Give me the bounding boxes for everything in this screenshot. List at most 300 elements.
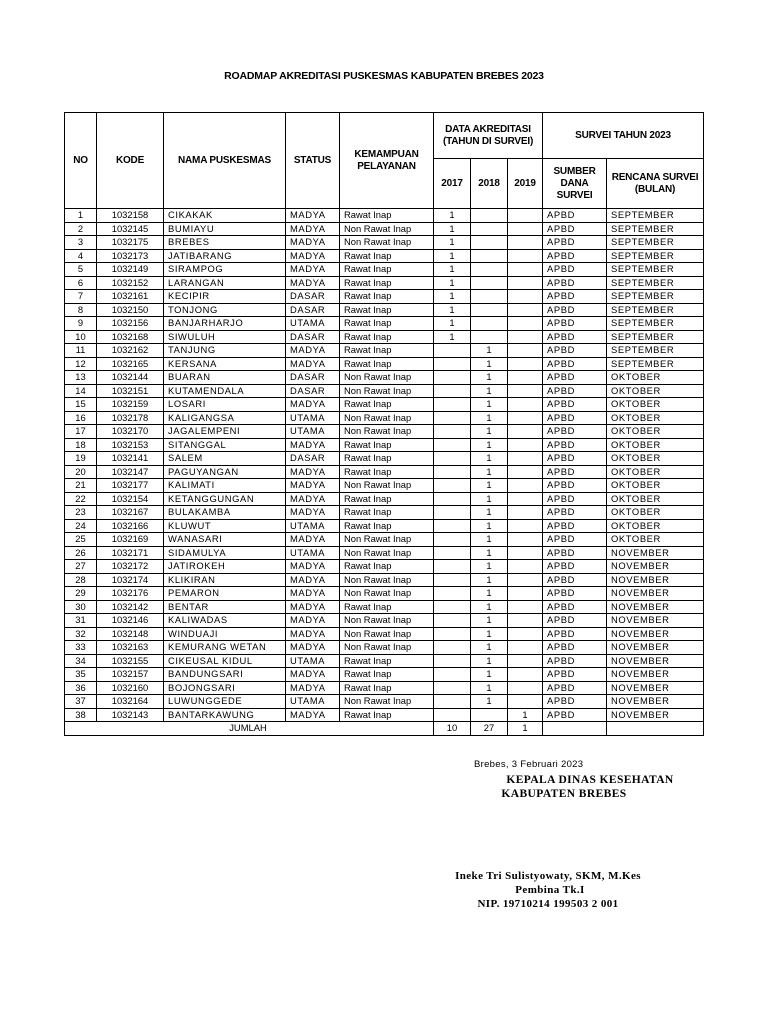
cell-no: 14	[65, 384, 97, 398]
cell-sumber-dana: APBD	[543, 330, 607, 344]
table-row	[65, 519, 704, 533]
cell-2018: 1	[471, 668, 508, 682]
table-row	[65, 371, 704, 385]
cell-sumber-dana: APBD	[543, 452, 607, 466]
cell-kemampuan: Non Rawat Inap	[340, 614, 434, 628]
cell-nama: BREBES	[164, 236, 286, 250]
cell-2017	[434, 533, 471, 547]
cell-nama: BANDUNGSARI	[164, 668, 286, 682]
cell-rencana-survei: SEPTEMBER	[607, 249, 704, 263]
cell-status: MADYA	[286, 573, 340, 587]
header-kemampuan: KEMAMPUAN PELAYANAN	[340, 113, 434, 209]
cell-no: 17	[65, 425, 97, 439]
cell-2019	[508, 614, 543, 628]
cell-no: 24	[65, 519, 97, 533]
cell-2018	[471, 276, 508, 290]
table-row	[65, 411, 704, 425]
cell-2019	[508, 465, 543, 479]
cell-sumber-dana: APBD	[543, 506, 607, 520]
cell-kode: 1032153	[97, 438, 164, 452]
cell-2018	[471, 303, 508, 317]
signature-nip: NIP. 19710214 199503 2 001	[477, 898, 619, 910]
cell-no: 3	[65, 236, 97, 250]
cell-sumber-dana: APBD	[543, 546, 607, 560]
cell-kemampuan: Non Rawat Inap	[340, 236, 434, 250]
cell-sumber-dana: APBD	[543, 398, 607, 412]
cell-rencana-survei: SEPTEMBER	[607, 222, 704, 236]
cell-sumber-dana: APBD	[543, 222, 607, 236]
cell-2019	[508, 627, 543, 641]
cell-nama: KLUWUT	[164, 519, 286, 533]
cell-kemampuan: Rawat Inap	[340, 357, 434, 371]
cell-2019	[508, 695, 543, 709]
cell-no: 37	[65, 695, 97, 709]
cell-2019	[508, 452, 543, 466]
cell-nama: BANJARHARJO	[164, 317, 286, 331]
cell-2018	[471, 290, 508, 304]
document-title: ROADMAP AKREDITASI PUSKESMAS KABUPATEN BREBES 2023	[224, 70, 544, 82]
cell-nama: TANJUNG	[164, 344, 286, 358]
table-row	[65, 587, 704, 601]
cell-kode: 1032174	[97, 573, 164, 587]
cell-nama: LUWUNGGEDE	[164, 695, 286, 709]
cell-nama: WANASARI	[164, 533, 286, 547]
cell-status: DASAR	[286, 303, 340, 317]
cell-status: MADYA	[286, 438, 340, 452]
total-label	[65, 722, 434, 736]
cell-sumber-dana: APBD	[543, 600, 607, 614]
cell-kemampuan: Non Rawat Inap	[340, 641, 434, 655]
cell-2017	[434, 492, 471, 506]
cell-rencana-survei: OKTOBER	[607, 533, 704, 547]
cell-kemampuan: Non Rawat Inap	[340, 425, 434, 439]
cell-kode: 1032158	[97, 209, 164, 223]
cell-kemampuan: Rawat Inap	[340, 209, 434, 223]
cell-kode: 1032161	[97, 290, 164, 304]
cell-no: 19	[65, 452, 97, 466]
cell-no: 23	[65, 506, 97, 520]
cell-sumber-dana: APBD	[543, 276, 607, 290]
cell-rencana-survei: OKTOBER	[607, 452, 704, 466]
cell-2018: 1	[471, 573, 508, 587]
cell-2019	[508, 371, 543, 385]
cell-no: 10	[65, 330, 97, 344]
cell-status: DASAR	[286, 452, 340, 466]
cell-sumber-dana: APBD	[543, 209, 607, 223]
cell-2019	[508, 492, 543, 506]
cell-no: 13	[65, 371, 97, 385]
cell-status: DASAR	[286, 330, 340, 344]
cell-2018: 1	[471, 371, 508, 385]
cell-2018: 1	[471, 533, 508, 547]
cell-no: 16	[65, 411, 97, 425]
cell-2018: 1	[471, 479, 508, 493]
cell-no: 30	[65, 600, 97, 614]
cell-no: 21	[65, 479, 97, 493]
table-row	[65, 452, 704, 466]
cell-2017: 1	[434, 236, 471, 250]
cell-nama: JATIROKEH	[164, 560, 286, 574]
cell-no: 2	[65, 222, 97, 236]
cell-no: 33	[65, 641, 97, 655]
cell-kode: 1032175	[97, 236, 164, 250]
cell-sumber-dana: APBD	[543, 519, 607, 533]
cell-2017	[434, 344, 471, 358]
cell-status: UTAMA	[286, 695, 340, 709]
cell-kemampuan: Rawat Inap	[340, 330, 434, 344]
cell-sumber-dana: APBD	[543, 303, 607, 317]
cell-status: UTAMA	[286, 519, 340, 533]
cell-2017	[434, 411, 471, 425]
table-row	[65, 438, 704, 452]
cell-2017: 1	[434, 317, 471, 331]
cell-2017	[434, 506, 471, 520]
signature-position-line2: KABUPATEN BREBES	[501, 788, 627, 800]
cell-nama: CIKEUSAL KIDUL	[164, 654, 286, 668]
total-2019: 1	[508, 722, 543, 736]
cell-status: MADYA	[286, 668, 340, 682]
cell-rencana-survei: OKTOBER	[607, 438, 704, 452]
cell-2019	[508, 222, 543, 236]
cell-2019	[508, 249, 543, 263]
cell-sumber-dana: APBD	[543, 344, 607, 358]
cell-nama: TONJONG	[164, 303, 286, 317]
cell-status: UTAMA	[286, 546, 340, 560]
cell-kode: 1032157	[97, 668, 164, 682]
cell-no: 1	[65, 209, 97, 223]
cell-rencana-survei: NOVEMBER	[607, 627, 704, 641]
cell-kode: 1032159	[97, 398, 164, 412]
cell-no: 6	[65, 276, 97, 290]
cell-2018	[471, 249, 508, 263]
cell-sumber-dana: APBD	[543, 681, 607, 695]
table-row	[65, 492, 704, 506]
table-row	[65, 695, 704, 709]
cell-2017: 1	[434, 263, 471, 277]
cell-rencana-survei: OKTOBER	[607, 371, 704, 385]
cell-rencana-survei: NOVEMBER	[607, 587, 704, 601]
table-row	[65, 506, 704, 520]
cell-2017	[434, 641, 471, 655]
cell-2019	[508, 519, 543, 533]
cell-status: MADYA	[286, 708, 340, 722]
cell-sumber-dana: APBD	[543, 708, 607, 722]
cell-2018	[471, 708, 508, 722]
cell-2017	[434, 519, 471, 533]
header-2017: 2017	[434, 159, 471, 209]
cell-no: 9	[65, 317, 97, 331]
cell-kemampuan: Rawat Inap	[340, 249, 434, 263]
cell-kode: 1032164	[97, 695, 164, 709]
table-row	[65, 357, 704, 371]
cell-kemampuan: Non Rawat Inap	[340, 384, 434, 398]
table-row	[65, 222, 704, 236]
cell-no: 15	[65, 398, 97, 412]
cell-2017	[434, 681, 471, 695]
cell-nama: KECIPIR	[164, 290, 286, 304]
header-nama: NAMA PUSKESMAS	[164, 113, 286, 209]
cell-kode: 1032178	[97, 411, 164, 425]
cell-rencana-survei: NOVEMBER	[607, 695, 704, 709]
cell-2018: 1	[471, 614, 508, 628]
cell-rencana-survei: NOVEMBER	[607, 641, 704, 655]
table-row	[65, 533, 704, 547]
cell-nama: KALIMATI	[164, 479, 286, 493]
cell-nama: BUARAN	[164, 371, 286, 385]
cell-2017	[434, 438, 471, 452]
header-2019: 2019	[508, 159, 543, 209]
cell-sumber-dana: APBD	[543, 425, 607, 439]
header-data-akreditasi: DATA AKREDITASI (TAHUN DI SURVEI)	[434, 113, 543, 159]
cell-nama: BANTARKAWUNG	[164, 708, 286, 722]
cell-kemampuan: Non Rawat Inap	[340, 587, 434, 601]
cell-nama: KERSANA	[164, 357, 286, 371]
cell-kode: 1032148	[97, 627, 164, 641]
table-row	[65, 668, 704, 682]
cell-2017	[434, 614, 471, 628]
cell-2017: 1	[434, 290, 471, 304]
cell-2017: 1	[434, 330, 471, 344]
cell-2017	[434, 465, 471, 479]
cell-2017	[434, 371, 471, 385]
cell-status: MADYA	[286, 533, 340, 547]
cell-2017	[434, 573, 471, 587]
table-row	[65, 209, 704, 223]
cell-rencana-survei: OKTOBER	[607, 479, 704, 493]
cell-rencana-survei: NOVEMBER	[607, 708, 704, 722]
cell-kode: 1032167	[97, 506, 164, 520]
cell-nama: KALIWADAS	[164, 614, 286, 628]
cell-status: MADYA	[286, 398, 340, 412]
cell-status: UTAMA	[286, 411, 340, 425]
cell-rencana-survei: SEPTEMBER	[607, 330, 704, 344]
cell-2019	[508, 438, 543, 452]
total-sumber-empty	[543, 722, 607, 736]
cell-status: MADYA	[286, 560, 340, 574]
cell-2017	[434, 708, 471, 722]
cell-2018	[471, 317, 508, 331]
cell-2019	[508, 276, 543, 290]
cell-2019	[508, 425, 543, 439]
cell-status: UTAMA	[286, 654, 340, 668]
cell-2019	[508, 344, 543, 358]
cell-sumber-dana: APBD	[543, 573, 607, 587]
table-row	[65, 654, 704, 668]
cell-kemampuan: Rawat Inap	[340, 276, 434, 290]
cell-2017: 1	[434, 303, 471, 317]
cell-status: DASAR	[286, 371, 340, 385]
cell-2017	[434, 546, 471, 560]
cell-status: MADYA	[286, 236, 340, 250]
cell-rencana-survei: SEPTEMBER	[607, 276, 704, 290]
cell-no: 4	[65, 249, 97, 263]
cell-2019	[508, 668, 543, 682]
cell-no: 28	[65, 573, 97, 587]
cell-kemampuan: Rawat Inap	[340, 506, 434, 520]
cell-kode: 1032176	[97, 587, 164, 601]
table-row	[65, 479, 704, 493]
cell-status: MADYA	[286, 506, 340, 520]
cell-kode: 1032143	[97, 708, 164, 722]
signature-name: Ineke Tri Sulistyowaty, SKM, M.Kes	[455, 870, 641, 882]
cell-sumber-dana: APBD	[543, 560, 607, 574]
cell-nama: SIWULUH	[164, 330, 286, 344]
cell-no: 36	[65, 681, 97, 695]
cell-2018: 1	[471, 654, 508, 668]
cell-no: 38	[65, 708, 97, 722]
cell-kode: 1032146	[97, 614, 164, 628]
cell-kode: 1032171	[97, 546, 164, 560]
cell-sumber-dana: APBD	[543, 479, 607, 493]
cell-kemampuan: Non Rawat Inap	[340, 371, 434, 385]
table-row	[65, 290, 704, 304]
cell-2019	[508, 290, 543, 304]
cell-kemampuan: Rawat Inap	[340, 560, 434, 574]
cell-2018: 1	[471, 695, 508, 709]
cell-kemampuan: Non Rawat Inap	[340, 546, 434, 560]
cell-2017	[434, 654, 471, 668]
table-row	[65, 614, 704, 628]
cell-status: MADYA	[286, 344, 340, 358]
cell-2018: 1	[471, 519, 508, 533]
cell-nama: KALIGANGSA	[164, 411, 286, 425]
cell-status: MADYA	[286, 479, 340, 493]
table-row	[65, 398, 704, 412]
cell-status: MADYA	[286, 465, 340, 479]
cell-nama: LARANGAN	[164, 276, 286, 290]
header-rencana-survei: RENCANA SURVEI (BULAN)	[607, 159, 704, 209]
cell-kode: 1032170	[97, 425, 164, 439]
cell-2018: 1	[471, 492, 508, 506]
cell-rencana-survei: SEPTEMBER	[607, 357, 704, 371]
total-2017: 10	[434, 722, 471, 736]
cell-2019	[508, 560, 543, 574]
cell-kemampuan: Rawat Inap	[340, 317, 434, 331]
cell-2017: 1	[434, 276, 471, 290]
cell-rencana-survei: OKTOBER	[607, 492, 704, 506]
cell-status: MADYA	[286, 681, 340, 695]
cell-kode: 1032142	[97, 600, 164, 614]
cell-nama: SALEM	[164, 452, 286, 466]
cell-kode: 1032173	[97, 249, 164, 263]
cell-kemampuan: Rawat Inap	[340, 438, 434, 452]
cell-sumber-dana: APBD	[543, 465, 607, 479]
table-row	[65, 276, 704, 290]
cell-2019	[508, 681, 543, 695]
cell-2019	[508, 209, 543, 223]
cell-sumber-dana: APBD	[543, 533, 607, 547]
cell-2018: 1	[471, 600, 508, 614]
cell-nama: BULAKAMBA	[164, 506, 286, 520]
cell-rencana-survei: SEPTEMBER	[607, 317, 704, 331]
cell-nama: SIDAMULYA	[164, 546, 286, 560]
signature-rank: Pembina Tk.I	[515, 884, 585, 896]
cell-rencana-survei: OKTOBER	[607, 398, 704, 412]
cell-2019	[508, 479, 543, 493]
cell-2018	[471, 330, 508, 344]
cell-rencana-survei: OKTOBER	[607, 465, 704, 479]
cell-sumber-dana: APBD	[543, 249, 607, 263]
cell-2017	[434, 560, 471, 574]
header-kode: KODE	[97, 113, 164, 209]
header-sumber-dana: SUMBER DANA SURVEI	[543, 159, 607, 209]
cell-rencana-survei: OKTOBER	[607, 384, 704, 398]
cell-kemampuan: Rawat Inap	[340, 465, 434, 479]
cell-status: MADYA	[286, 276, 340, 290]
table-row	[65, 641, 704, 655]
cell-rencana-survei: NOVEMBER	[607, 654, 704, 668]
table-row	[65, 303, 704, 317]
cell-2018: 1	[471, 452, 508, 466]
table-row	[65, 249, 704, 263]
cell-sumber-dana: APBD	[543, 236, 607, 250]
cell-kemampuan: Non Rawat Inap	[340, 533, 434, 547]
cell-2017	[434, 357, 471, 371]
cell-2018	[471, 222, 508, 236]
cell-no: 5	[65, 263, 97, 277]
table-row	[65, 708, 704, 722]
table-row	[65, 344, 704, 358]
cell-sumber-dana: APBD	[543, 317, 607, 331]
cell-2019	[508, 330, 543, 344]
cell-kemampuan: Rawat Inap	[340, 452, 434, 466]
cell-status: MADYA	[286, 627, 340, 641]
cell-2017	[434, 452, 471, 466]
table-row	[65, 560, 704, 574]
cell-nama: LOSARI	[164, 398, 286, 412]
cell-no: 34	[65, 654, 97, 668]
signature-position-line1: KEPALA DINAS KESEHATAN	[506, 774, 674, 786]
cell-2018: 1	[471, 357, 508, 371]
cell-rencana-survei: OKTOBER	[607, 411, 704, 425]
cell-nama: BUMIAYU	[164, 222, 286, 236]
cell-2018	[471, 263, 508, 277]
header-survei: SURVEI TAHUN 2023	[543, 113, 704, 159]
cell-sumber-dana: APBD	[543, 438, 607, 452]
cell-kemampuan: Non Rawat Inap	[340, 222, 434, 236]
cell-no: 26	[65, 546, 97, 560]
cell-status: MADYA	[286, 587, 340, 601]
cell-rencana-survei: NOVEMBER	[607, 614, 704, 628]
cell-2017: 1	[434, 222, 471, 236]
total-2018: 27	[471, 722, 508, 736]
cell-sumber-dana: APBD	[543, 384, 607, 398]
cell-sumber-dana: APBD	[543, 263, 607, 277]
header-no: NO	[65, 113, 97, 209]
cell-rencana-survei: SEPTEMBER	[607, 209, 704, 223]
cell-2017	[434, 479, 471, 493]
cell-2019: 1	[508, 708, 543, 722]
cell-sumber-dana: APBD	[543, 627, 607, 641]
cell-2017	[434, 695, 471, 709]
cell-2018: 1	[471, 438, 508, 452]
cell-kemampuan: Non Rawat Inap	[340, 573, 434, 587]
cell-2019	[508, 533, 543, 547]
cell-kemampuan: Rawat Inap	[340, 600, 434, 614]
cell-status: MADYA	[286, 249, 340, 263]
cell-status: DASAR	[286, 290, 340, 304]
cell-kode: 1032154	[97, 492, 164, 506]
cell-2019	[508, 641, 543, 655]
cell-2017	[434, 587, 471, 601]
cell-no: 29	[65, 587, 97, 601]
cell-no: 11	[65, 344, 97, 358]
cell-nama: KUTAMENDALA	[164, 384, 286, 398]
cell-2018: 1	[471, 411, 508, 425]
cell-kode: 1032151	[97, 384, 164, 398]
cell-rencana-survei: OKTOBER	[607, 519, 704, 533]
cell-2019	[508, 587, 543, 601]
